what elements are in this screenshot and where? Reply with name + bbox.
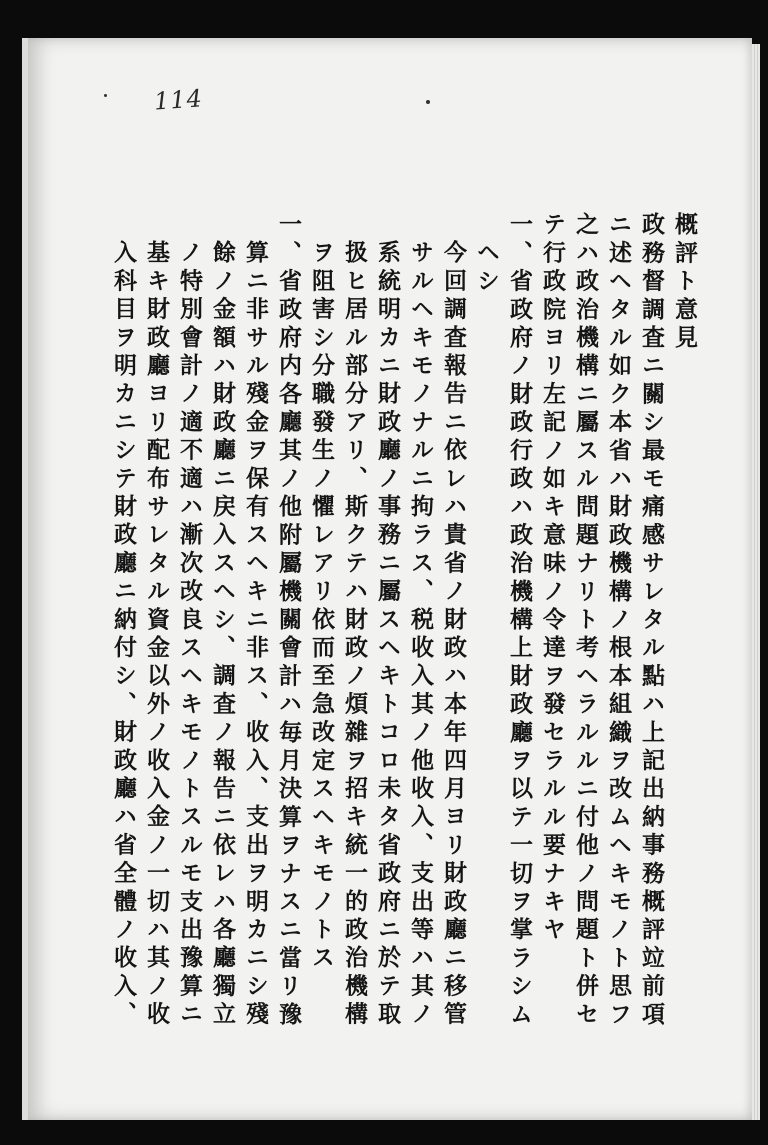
text-column: 政務督調査ニ關シ最モ痛感サレタル點ハ上記出納事務概評竝前項 [638,212,665,1030]
text-column: サルヘキモノナルニ拘ラス、税收入其ノ他收入、支出等ハ其ノ [407,240,434,1030]
text-column: ヘシ [473,240,500,297]
text-column: 基キ財政廳ヨリ配布サレタル資金以外ノ收入金ノ一切ハ其ノ收 [143,240,170,1030]
text-column: 一、省政府ノ財政行政ハ政治機構上財政廳ヲ以テ一切ヲ掌ラシム [506,212,533,1030]
page-number: 114 [153,84,204,116]
text-column: ニ述ヘタル如ク本省ハ財政機構ノ根本組織ヲ改ムヘキモノト思フ [605,212,632,1030]
text-column: 一、省政府内各廳其ノ他附屬機關會計ハ毎月決算ヲナスニ當リ豫 [275,212,302,1030]
ink-speck [426,100,430,104]
ink-speck [104,94,107,97]
text-column: 算ニ非サル殘金ヲ保有スヘキニ非ス、收入、支出ヲ明カニシ殘 [242,240,269,1030]
text-column: 今回調査報告ニ依レハ貴省ノ財政ハ本年四月ヨリ財政廳ニ移管 [440,240,467,1030]
text-column: 入科目ヲ明カニシテ財政廳ニ納付シ、財政廳ハ省全體ノ收入、 [110,240,137,1030]
text-column: 之ハ政治機構ニ屬スル問題ナリト考ヘラルルニ付他ノ問題ト併セ [572,212,599,1030]
text-column: 餘ノ金額ハ財政廳ニ戻入スヘシ、調査ノ報告ニ依レハ各廳獨立 [209,240,236,1030]
text-column: 扱ヒ居ル部分アリ、斯クテハ財政ノ煩雜ヲ招キ統一的政治機構 [341,240,368,1030]
vertical-text-block [100,212,700,1092]
text-column: ノ特別會計ノ適不適ハ漸次改良スヘキモノトスルモ支出豫算ニ [176,240,203,1030]
text-column: 系統明カニ財政廳ノ事務ニ屬スヘキトコロ未タ省政府ニ於テ取 [374,240,401,1030]
text-column: テ行政院ヨリ左記ノ如キ意味ノ令達ヲ發セラルル要ナキヤ [539,212,566,946]
text-column: ヲ阻害シ分職發生ノ懼レアリ依而至急改定スヘキモノトス [308,240,335,974]
text-column: 概評ト意見 [671,212,698,353]
